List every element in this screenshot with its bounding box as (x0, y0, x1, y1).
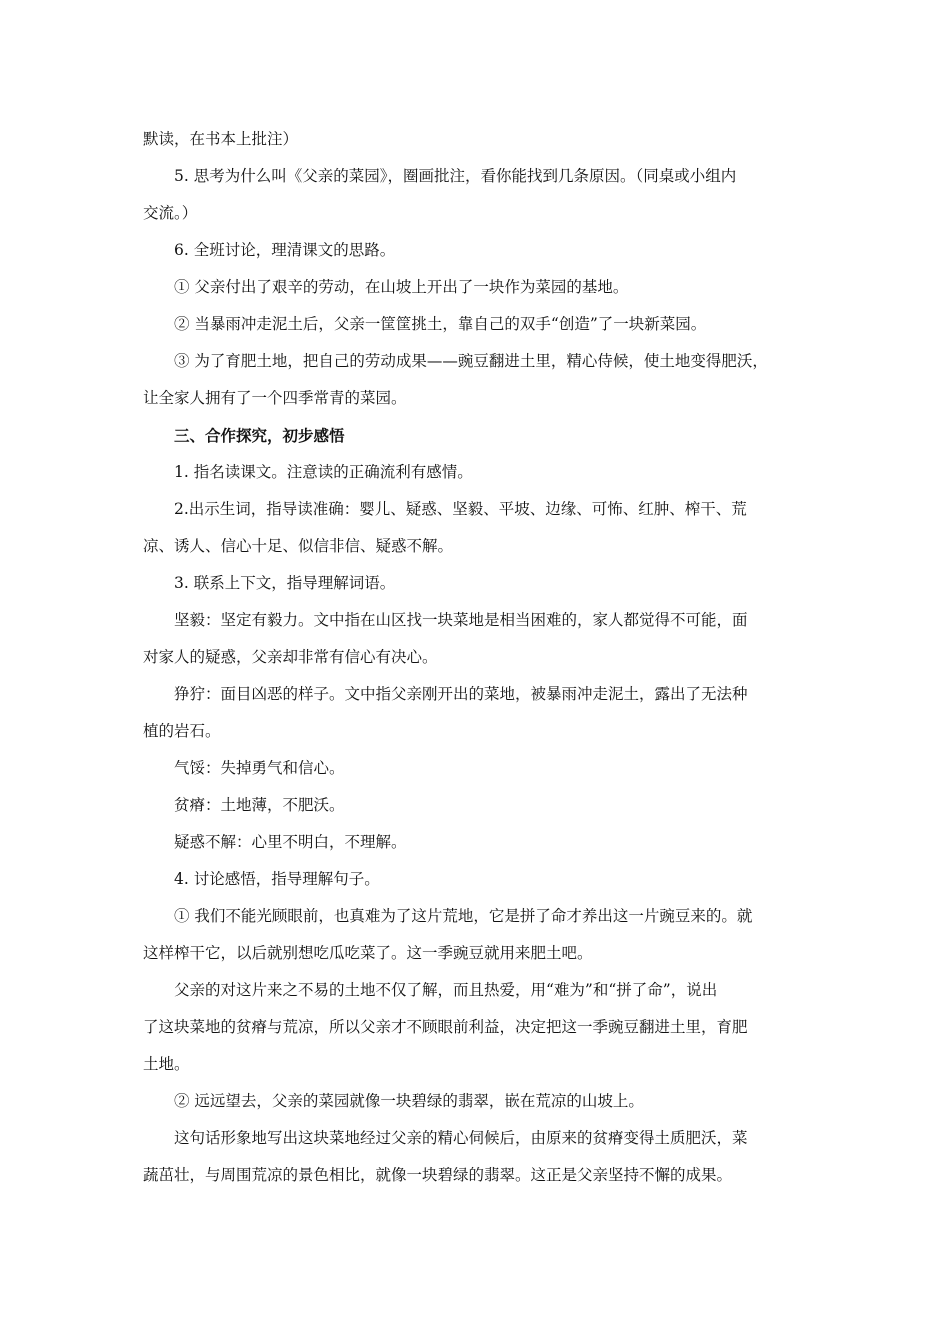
text-line: 2.出示生词，指导读准确：婴儿、疑惑、坚毅、平坡、边缘、可怖、红肿、榨干、荒 (174, 500, 747, 518)
text-line: ② 当暴雨冲走泥土后，父亲一筐筐挑土，靠自己的双手“创造”了一块新菜园。 (174, 315, 707, 333)
text-line: 3. 联系上下文，指导理解词语。 (174, 574, 396, 592)
text-line: 5. 思考为什么叫《父亲的菜园》，圈画批注，看你能找到几条原因。（同桌或小组内 (174, 167, 737, 185)
section-heading: 三、合作探究，初步感悟 (174, 426, 345, 445)
document-body (143, 121, 808, 1194)
text-line: 贫瘠：土地薄，不肥沃。 (174, 796, 345, 814)
text-line: 土地。 (143, 1055, 190, 1073)
text-line: 让全家人拥有了一个四季常青的菜园。 (143, 389, 407, 407)
text-line: 疑惑不解：心里不明白，不理解。 (174, 833, 407, 851)
text-line: 气馁：失掉勇气和信心。 (174, 759, 345, 777)
text-line: 4. 讨论感悟，指导理解句子。 (174, 870, 380, 888)
text-line: 蔬茁壮，与周围荒凉的景色相比，就像一块碧绿的翡翠。这正是父亲坚持不懈的成果。 (143, 1166, 733, 1184)
text-line: 狰狞：面目凶恶的样子。文中指父亲刚开出的菜地，被暴雨冲走泥土，露出了无法种 (174, 685, 748, 703)
text-line: 默读，在书本上批注） (143, 130, 299, 148)
text-line: 交流。） (143, 204, 198, 222)
text-line: ② 远远望去，父亲的菜园就像一块碧绿的翡翠，嵌在荒凉的山坡上。 (174, 1092, 644, 1110)
text-line: 父亲的对这片来之不易的土地不仅了解，而且热爱，用“难为”和“拼了命”，说出 (174, 981, 718, 999)
text-line: 6. 全班讨论，理清课文的思路。 (174, 241, 396, 259)
text-line: 对家人的疑惑，父亲却非常有信心有决心。 (143, 648, 438, 666)
text-line: 这句话形象地写出这块菜地经过父亲的精心伺候后，由原来的贫瘠变得土质肥沃，菜 (174, 1129, 748, 1147)
text-line: 坚毅：坚定有毅力。文中指在山区找一块菜地是相当困难的，家人都觉得不可能，面 (174, 611, 748, 629)
text-line: ③ 为了育肥土地，把自己的劳动成果——豌豆翻进土里，精心侍候，使土地变得肥沃， (174, 352, 768, 370)
text-line: 这样榨干它，以后就别想吃瓜吃菜了。这一季豌豆就用来肥土吧。 (143, 944, 593, 962)
text-line: 植的岩石。 (143, 722, 221, 740)
text-line: ① 父亲付出了艰辛的劳动，在山坡上开出了一块作为菜园的基地。 (174, 278, 629, 296)
text-line: 了这块菜地的贫瘠与荒凉，所以父亲才不顾眼前利益，决定把这一季豌豆翻进土里，育肥 (143, 1018, 748, 1036)
text-line: 1. 指名读课文。注意读的正确流利有感情。 (174, 463, 473, 481)
text-line: ① 我们不能光顾眼前，也真难为了这片荒地，它是拼了命才养出这一片豌豆来的。就 (174, 907, 753, 925)
text-line: 凉、诱人、信心十足、似信非信、疑惑不解。 (143, 537, 454, 555)
